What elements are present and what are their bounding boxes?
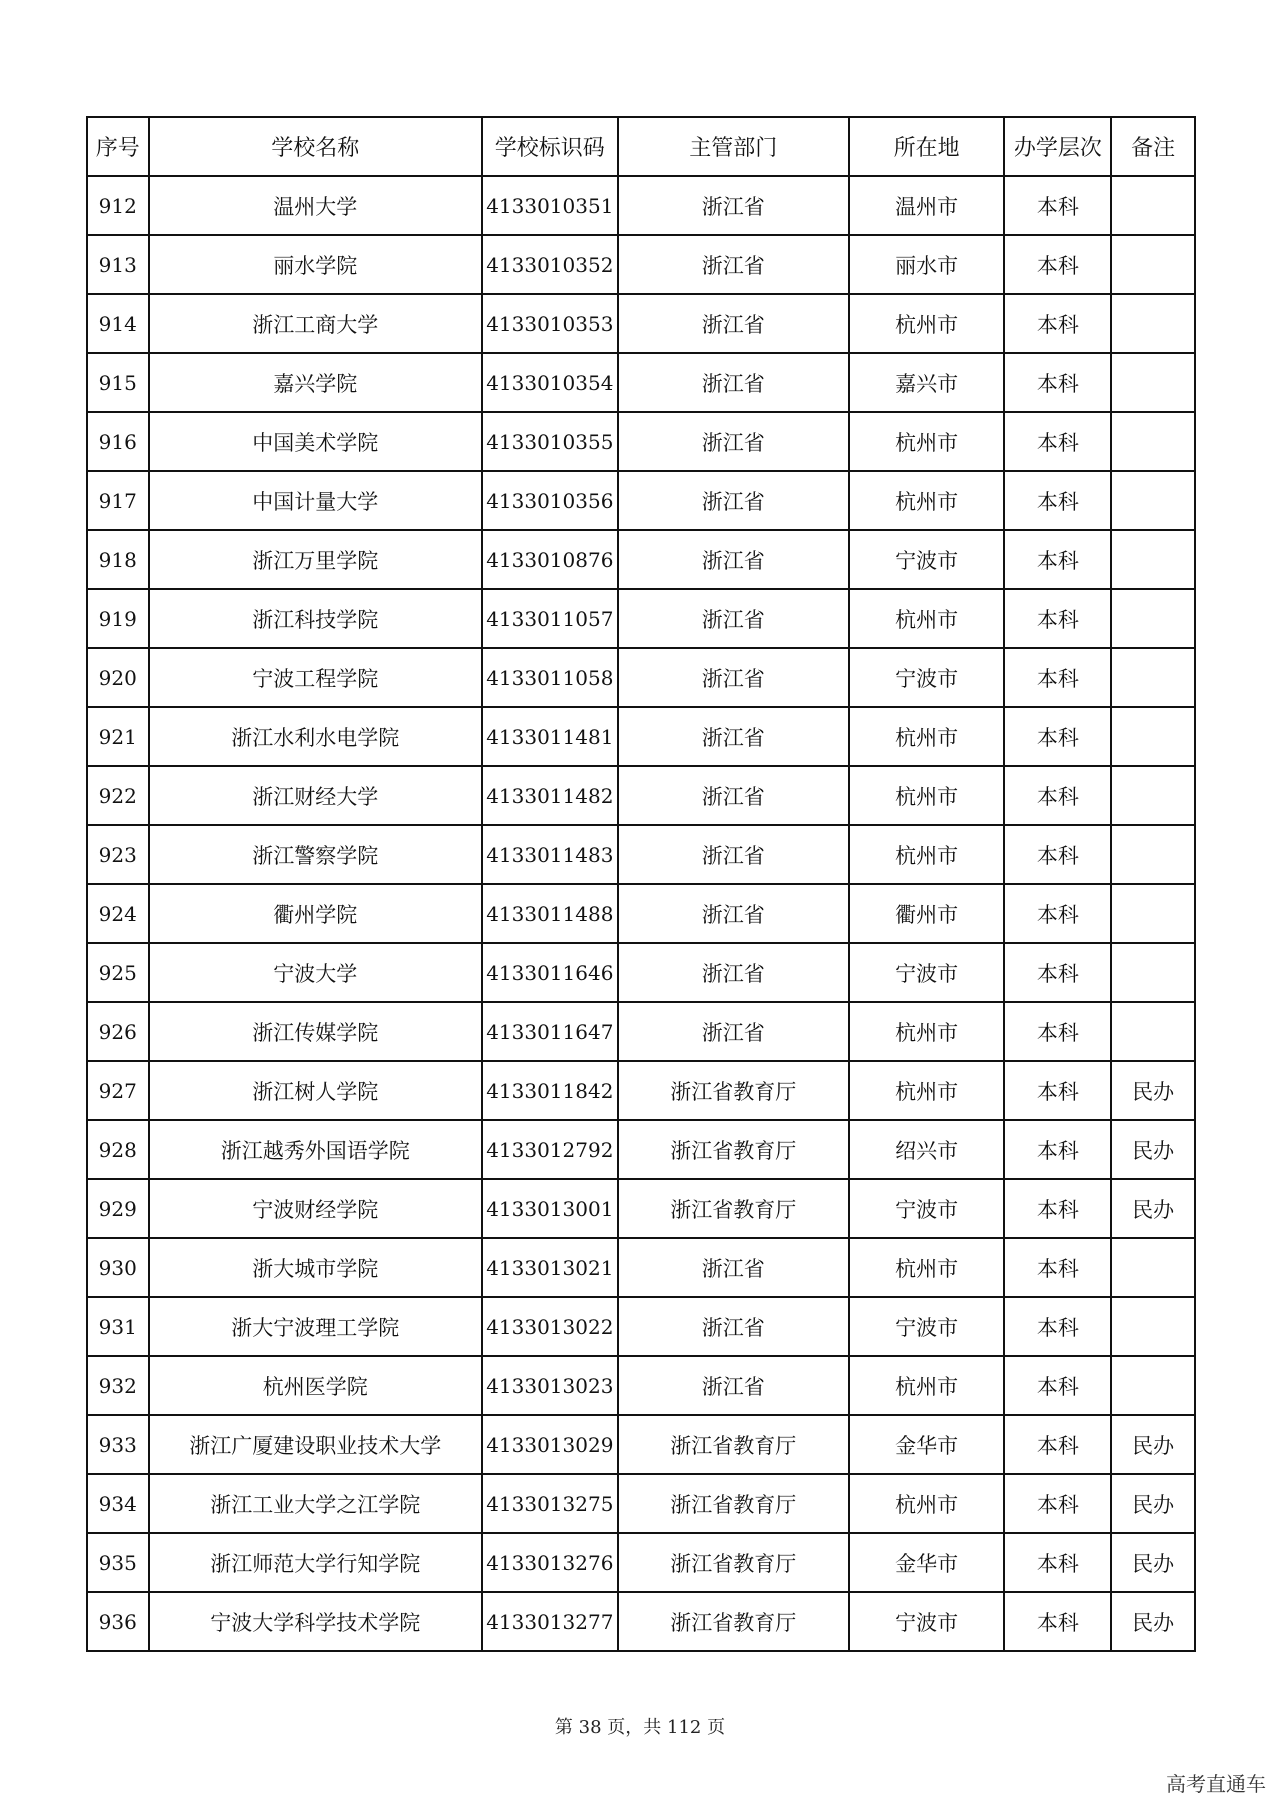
- table-row: [87, 1179, 1195, 1238]
- cell-remarks: [1111, 530, 1195, 589]
- cell-remarks: [1111, 412, 1195, 471]
- table-row: [87, 176, 1195, 235]
- table-row: [87, 353, 1195, 412]
- cell-remarks: [1111, 235, 1195, 294]
- table-row: [87, 235, 1195, 294]
- table-row: [87, 1297, 1195, 1356]
- cell-school-name: 中国计量大学: [149, 471, 482, 530]
- cell-index: 932: [87, 1356, 149, 1415]
- cell-index: 912: [87, 176, 149, 235]
- cell-remarks: [1111, 471, 1195, 530]
- cell-level: 本科: [1004, 1297, 1111, 1356]
- header-level: 办学层次: [1004, 117, 1111, 176]
- header-authority: 主管部门: [618, 117, 849, 176]
- cell-index: 927: [87, 1061, 149, 1120]
- cell-school-name: 浙大城市学院: [149, 1238, 482, 1297]
- cell-authority: 浙江省: [618, 530, 849, 589]
- header-index: 序号: [87, 117, 149, 176]
- table-row: [87, 1474, 1195, 1533]
- table-row: [87, 884, 1195, 943]
- table-row: [87, 707, 1195, 766]
- cell-authority: 浙江省教育厅: [618, 1415, 849, 1474]
- cell-authority: 浙江省教育厅: [618, 1061, 849, 1120]
- cell-index: 923: [87, 825, 149, 884]
- cell-remarks: [1111, 1238, 1195, 1297]
- header-school-code: 学校标识码: [482, 117, 618, 176]
- cell-school-name: 丽水学院: [149, 235, 482, 294]
- cell-school-name: 浙大宁波理工学院: [149, 1297, 482, 1356]
- cell-school-name: 浙江越秀外国语学院: [149, 1120, 482, 1179]
- cell-authority: 浙江省: [618, 176, 849, 235]
- cell-school-name: 温州大学: [149, 176, 482, 235]
- cell-school-code: 4133013029: [482, 1415, 618, 1474]
- cell-school-name: 宁波财经学院: [149, 1179, 482, 1238]
- cell-location: 杭州市: [849, 766, 1005, 825]
- cell-level: 本科: [1004, 943, 1111, 1002]
- cell-school-code: 4133010355: [482, 412, 618, 471]
- cell-remarks: [1111, 884, 1195, 943]
- table-row: [87, 943, 1195, 1002]
- table-row: [87, 1533, 1195, 1592]
- cell-level: 本科: [1004, 1120, 1111, 1179]
- cell-location: 杭州市: [849, 707, 1005, 766]
- cell-authority: 浙江省: [618, 884, 849, 943]
- cell-school-code: 4133013023: [482, 1356, 618, 1415]
- cell-school-code: 4133012792: [482, 1120, 618, 1179]
- cell-level: 本科: [1004, 1474, 1111, 1533]
- table-row: [87, 1592, 1195, 1651]
- cell-remarks: [1111, 589, 1195, 648]
- cell-school-name: 浙江工业大学之江学院: [149, 1474, 482, 1533]
- table-body: [87, 176, 1195, 1651]
- cell-authority: 浙江省: [618, 1002, 849, 1061]
- cell-authority: 浙江省教育厅: [618, 1474, 849, 1533]
- cell-location: 衢州市: [849, 884, 1005, 943]
- cell-location: 杭州市: [849, 471, 1005, 530]
- cell-remarks: [1111, 766, 1195, 825]
- cell-location: 金华市: [849, 1533, 1005, 1592]
- cell-school-name: 宁波大学科学技术学院: [149, 1592, 482, 1651]
- cell-remarks: 民办: [1111, 1061, 1195, 1120]
- cell-location: 绍兴市: [849, 1120, 1005, 1179]
- cell-remarks: 民办: [1111, 1120, 1195, 1179]
- cell-authority: 浙江省: [618, 1356, 849, 1415]
- cell-remarks: [1111, 943, 1195, 1002]
- header-school-name: 学校名称: [149, 117, 482, 176]
- table-row: [87, 1356, 1195, 1415]
- cell-authority: 浙江省: [618, 294, 849, 353]
- cell-school-name: 浙江工商大学: [149, 294, 482, 353]
- table-row: [87, 1061, 1195, 1120]
- cell-index: 933: [87, 1415, 149, 1474]
- watermark-logo: 高考直通车: [1166, 1772, 1266, 1796]
- cell-level: 本科: [1004, 766, 1111, 825]
- cell-index: 930: [87, 1238, 149, 1297]
- cell-index: 926: [87, 1002, 149, 1061]
- table-row: [87, 294, 1195, 353]
- table-row: [87, 589, 1195, 648]
- cell-index: 934: [87, 1474, 149, 1533]
- cell-level: 本科: [1004, 884, 1111, 943]
- cell-location: 丽水市: [849, 235, 1005, 294]
- cell-location: 宁波市: [849, 1297, 1005, 1356]
- cell-level: 本科: [1004, 825, 1111, 884]
- cell-index: 913: [87, 235, 149, 294]
- cell-index: 921: [87, 707, 149, 766]
- cell-index: 935: [87, 1533, 149, 1592]
- cell-location: 杭州市: [849, 589, 1005, 648]
- cell-authority: 浙江省: [618, 235, 849, 294]
- cell-location: 宁波市: [849, 943, 1005, 1002]
- cell-location: 嘉兴市: [849, 353, 1005, 412]
- cell-level: 本科: [1004, 353, 1111, 412]
- cell-school-code: 4133011058: [482, 648, 618, 707]
- table-row: [87, 766, 1195, 825]
- cell-school-code: 4133013275: [482, 1474, 618, 1533]
- cell-school-name: 浙江传媒学院: [149, 1002, 482, 1061]
- cell-school-name: 浙江广厦建设职业技术大学: [149, 1415, 482, 1474]
- cell-school-code: 4133013276: [482, 1533, 618, 1592]
- table-header-row: [87, 117, 1195, 176]
- cell-remarks: [1111, 176, 1195, 235]
- cell-school-code: 4133013001: [482, 1179, 618, 1238]
- cell-index: 936: [87, 1592, 149, 1651]
- cell-level: 本科: [1004, 1002, 1111, 1061]
- cell-school-name: 浙江警察学院: [149, 825, 482, 884]
- cell-index: 924: [87, 884, 149, 943]
- cell-index: 922: [87, 766, 149, 825]
- cell-location: 温州市: [849, 176, 1005, 235]
- cell-index: 914: [87, 294, 149, 353]
- cell-authority: 浙江省: [618, 648, 849, 707]
- cell-index: 929: [87, 1179, 149, 1238]
- cell-level: 本科: [1004, 471, 1111, 530]
- cell-remarks: [1111, 707, 1195, 766]
- cell-location: 杭州市: [849, 1356, 1005, 1415]
- cell-index: 916: [87, 412, 149, 471]
- cell-school-code: 4133011481: [482, 707, 618, 766]
- cell-level: 本科: [1004, 412, 1111, 471]
- cell-school-code: 4133013277: [482, 1592, 618, 1651]
- cell-location: 杭州市: [849, 294, 1005, 353]
- cell-remarks: [1111, 1002, 1195, 1061]
- table-row: [87, 648, 1195, 707]
- cell-remarks: 民办: [1111, 1474, 1195, 1533]
- table-row: [87, 1002, 1195, 1061]
- cell-school-name: 浙江科技学院: [149, 589, 482, 648]
- cell-location: 金华市: [849, 1415, 1005, 1474]
- table-row: [87, 530, 1195, 589]
- cell-level: 本科: [1004, 1356, 1111, 1415]
- cell-school-code: 4133011647: [482, 1002, 618, 1061]
- cell-level: 本科: [1004, 1179, 1111, 1238]
- cell-level: 本科: [1004, 1238, 1111, 1297]
- cell-school-code: 4133013021: [482, 1238, 618, 1297]
- cell-level: 本科: [1004, 294, 1111, 353]
- cell-level: 本科: [1004, 235, 1111, 294]
- cell-authority: 浙江省: [618, 412, 849, 471]
- cell-index: 928: [87, 1120, 149, 1179]
- cell-remarks: 民办: [1111, 1179, 1195, 1238]
- cell-level: 本科: [1004, 589, 1111, 648]
- cell-school-code: 4133010356: [482, 471, 618, 530]
- cell-authority: 浙江省: [618, 943, 849, 1002]
- cell-school-code: 4133011646: [482, 943, 618, 1002]
- cell-level: 本科: [1004, 1533, 1111, 1592]
- cell-school-code: 4133011482: [482, 766, 618, 825]
- cell-level: 本科: [1004, 1592, 1111, 1651]
- cell-location: 杭州市: [849, 825, 1005, 884]
- cell-remarks: [1111, 294, 1195, 353]
- cell-remarks: [1111, 353, 1195, 412]
- header-location: 所在地: [849, 117, 1005, 176]
- cell-authority: 浙江省教育厅: [618, 1120, 849, 1179]
- cell-level: 本科: [1004, 648, 1111, 707]
- cell-remarks: 民办: [1111, 1415, 1195, 1474]
- cell-school-name: 浙江财经大学: [149, 766, 482, 825]
- cell-school-name: 宁波工程学院: [149, 648, 482, 707]
- cell-remarks: [1111, 1356, 1195, 1415]
- cell-school-name: 中国美术学院: [149, 412, 482, 471]
- cell-level: 本科: [1004, 707, 1111, 766]
- cell-school-name: 衢州学院: [149, 884, 482, 943]
- cell-authority: 浙江省: [618, 471, 849, 530]
- cell-authority: 浙江省: [618, 766, 849, 825]
- cell-authority: 浙江省: [618, 1297, 849, 1356]
- cell-location: 宁波市: [849, 1179, 1005, 1238]
- cell-index: 915: [87, 353, 149, 412]
- cell-school-code: 4133010353: [482, 294, 618, 353]
- cell-school-code: 4133010354: [482, 353, 618, 412]
- table-row: [87, 1238, 1195, 1297]
- cell-school-code: 4133010876: [482, 530, 618, 589]
- cell-remarks: [1111, 648, 1195, 707]
- cell-index: 931: [87, 1297, 149, 1356]
- cell-authority: 浙江省教育厅: [618, 1179, 849, 1238]
- cell-school-code: 4133011842: [482, 1061, 618, 1120]
- cell-school-name: 宁波大学: [149, 943, 482, 1002]
- cell-location: 杭州市: [849, 1238, 1005, 1297]
- cell-authority: 浙江省: [618, 825, 849, 884]
- cell-level: 本科: [1004, 176, 1111, 235]
- cell-location: 杭州市: [849, 1002, 1005, 1061]
- cell-index: 920: [87, 648, 149, 707]
- school-list-table: [86, 116, 1196, 1652]
- table-row: [87, 825, 1195, 884]
- cell-index: 919: [87, 589, 149, 648]
- table-row: [87, 1415, 1195, 1474]
- cell-school-name: 浙江万里学院: [149, 530, 482, 589]
- cell-school-code: 4133011488: [482, 884, 618, 943]
- cell-remarks: [1111, 1297, 1195, 1356]
- header-remarks: 备注: [1111, 117, 1195, 176]
- cell-index: 925: [87, 943, 149, 1002]
- cell-school-name: 浙江树人学院: [149, 1061, 482, 1120]
- cell-authority: 浙江省教育厅: [618, 1592, 849, 1651]
- table-row: [87, 1120, 1195, 1179]
- cell-location: 宁波市: [849, 530, 1005, 589]
- cell-school-code: 4133010352: [482, 235, 618, 294]
- cell-authority: 浙江省: [618, 353, 849, 412]
- cell-authority: 浙江省: [618, 707, 849, 766]
- cell-authority: 浙江省: [618, 589, 849, 648]
- cell-location: 杭州市: [849, 1061, 1005, 1120]
- cell-school-code: 4133013022: [482, 1297, 618, 1356]
- cell-location: 宁波市: [849, 648, 1005, 707]
- cell-school-name: 浙江师范大学行知学院: [149, 1533, 482, 1592]
- cell-index: 918: [87, 530, 149, 589]
- cell-school-code: 4133010351: [482, 176, 618, 235]
- cell-school-name: 浙江水利水电学院: [149, 707, 482, 766]
- cell-school-name: 嘉兴学院: [149, 353, 482, 412]
- table-row: [87, 471, 1195, 530]
- cell-school-code: 4133011057: [482, 589, 618, 648]
- cell-remarks: 民办: [1111, 1592, 1195, 1651]
- cell-remarks: [1111, 825, 1195, 884]
- cell-level: 本科: [1004, 1415, 1111, 1474]
- cell-school-name: 杭州医学院: [149, 1356, 482, 1415]
- table-row: [87, 412, 1195, 471]
- cell-authority: 浙江省教育厅: [618, 1533, 849, 1592]
- cell-location: 杭州市: [849, 1474, 1005, 1533]
- cell-level: 本科: [1004, 1061, 1111, 1120]
- cell-school-code: 4133011483: [482, 825, 618, 884]
- cell-index: 917: [87, 471, 149, 530]
- page-number: 第 38 页，共 112 页: [554, 1717, 726, 1738]
- cell-level: 本科: [1004, 530, 1111, 589]
- cell-authority: 浙江省: [618, 1238, 849, 1297]
- cell-location: 宁波市: [849, 1592, 1005, 1651]
- cell-location: 杭州市: [849, 412, 1005, 471]
- cell-remarks: 民办: [1111, 1533, 1195, 1592]
